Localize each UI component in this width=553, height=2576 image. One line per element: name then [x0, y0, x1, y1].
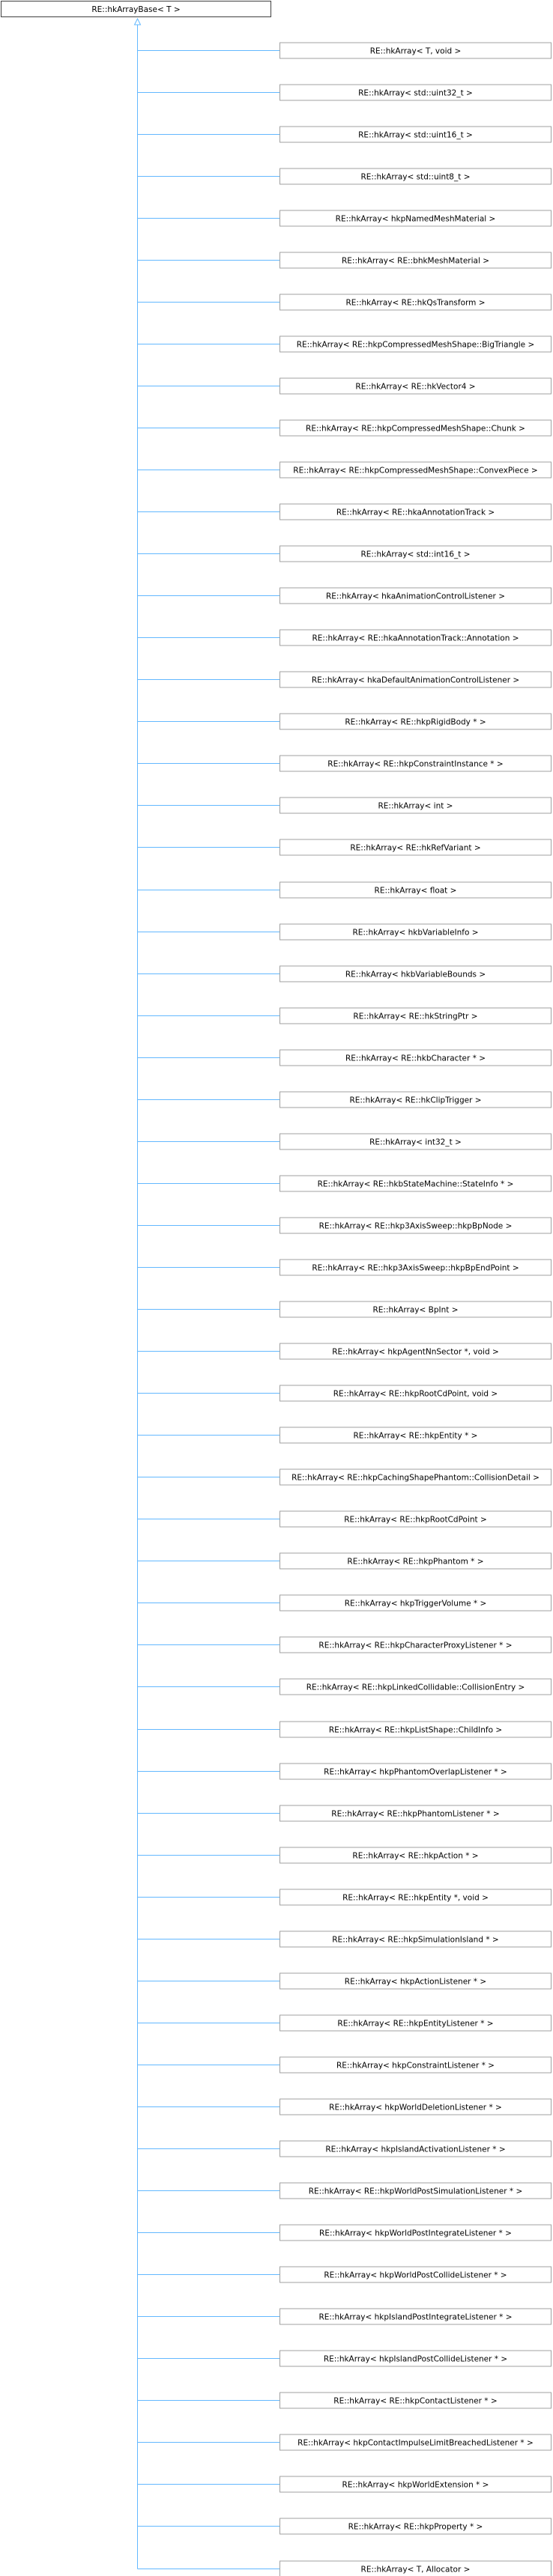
derived-class-node[interactable] [280, 966, 552, 982]
derived-class-label: RE::hkArray< hkpActionListener * > [344, 1977, 487, 1987]
derived-class-node[interactable] [280, 546, 552, 562]
derived-class-label: RE::hkArray< hkpTriggerVolume * > [344, 1599, 487, 1609]
derived-class-node[interactable] [280, 1092, 552, 1108]
derived-class-label: RE::hkArray< RE::hkClipTrigger > [349, 1096, 482, 1105]
derived-class-node[interactable] [280, 1218, 552, 1233]
derived-class-label: RE::hkArray< std::uint16_t > [358, 130, 473, 140]
derived-class-label: RE::hkArray< RE::hkpCharacterProxyListener * > [318, 1641, 513, 1650]
derived-class-label: RE::hkArray< RE::hkpListShape::ChildInfo > [328, 1725, 503, 1735]
derived-class-node[interactable] [280, 2141, 552, 2157]
derived-class-label: RE::hkArray< RE::hkpAction * > [352, 1851, 479, 1861]
derived-class-label: RE::hkArray< RE::hkpRootCdPoint > [344, 1515, 487, 1525]
derived-class-node[interactable] [280, 127, 552, 142]
derived-class-label: RE::hkArray< RE::hkpCompressedMeshShape::ConvexPiece > [293, 466, 538, 476]
derived-class-node[interactable] [280, 2099, 552, 2115]
derived-class-label: RE::hkArray< int32_t > [369, 1137, 462, 1147]
derived-class-node[interactable] [280, 1385, 552, 1401]
derived-class-label: RE::hkArray< RE::hkpContactListener * > [333, 2396, 498, 2406]
derived-class-label: RE::hkArray< hkpPhantomOverlapListener * > [324, 1767, 507, 1777]
derived-class-node[interactable] [280, 1931, 552, 1947]
derived-class-node[interactable] [280, 462, 552, 478]
derived-class-label: RE::hkArray< T, Allocator > [360, 2565, 471, 2575]
derived-class-label: RE::hkArray< RE::hkpPhantomListener * > [331, 1809, 500, 1819]
derived-class-node[interactable] [280, 1469, 552, 1485]
derived-class-label: RE::hkArray< RE::hkpEntityListener * > [337, 2019, 494, 2029]
derived-class-label: RE::hkArray< hkpIslandPostCollideListener * > [323, 2354, 508, 2364]
derived-class-label: RE::hkArray< RE::bhkMeshMaterial > [342, 256, 489, 266]
derived-class-label: RE::hkArray< hkpAgentNnSector *, void > [332, 1347, 499, 1357]
derived-class-node[interactable] [280, 1637, 552, 1653]
derived-class-label: RE::hkArray< hkpNamedMeshMaterial > [335, 214, 496, 224]
derived-class-node[interactable] [280, 2351, 552, 2366]
derived-class-label: RE::hkArray< BpInt > [372, 1305, 459, 1315]
derived-class-label: RE::hkArray< hkpWorldDeletionListener * > [329, 2103, 502, 2112]
derived-class-label: RE::hkArray< hkpWorldPostCollideListener * > [324, 2270, 507, 2280]
derived-class-label: RE::hkArray< RE::hkpConstraintInstance * > [327, 759, 504, 769]
inheritance-edges [135, 19, 280, 2569]
derived-class-label: RE::hkArray< RE::hkpCompressedMeshShape::BigTriangle > [296, 340, 535, 350]
derived-class-label: RE::hkArray< RE::hkpPhantom * > [347, 1557, 484, 1567]
derived-class-label: RE::hkArray< RE::hkbStateMachine::StateInfo * > [317, 1179, 514, 1189]
derived-class-label: RE::hkArray< int > [378, 801, 453, 811]
derived-class-node[interactable] [280, 714, 552, 729]
derived-class-node[interactable] [280, 588, 552, 604]
derived-class-label: RE::hkArray< RE::hkStringPtr > [353, 1012, 478, 1021]
derived-class-node[interactable] [280, 294, 552, 310]
derived-class-node[interactable] [280, 630, 552, 645]
derived-class-node[interactable] [280, 1511, 552, 1527]
derived-class-node[interactable] [280, 1050, 552, 1066]
derived-class-label: RE::hkArray< hkbVariableBounds > [345, 970, 486, 979]
derived-class-node[interactable] [280, 2057, 552, 2073]
derived-class-node[interactable] [280, 336, 552, 352]
derived-class-node[interactable] [280, 798, 552, 813]
derived-class-label: RE::hkArray< RE::hkpWorldPostSimulationListener * > [308, 2187, 523, 2196]
derived-class-node[interactable] [280, 1805, 552, 1821]
derived-class-node[interactable] [280, 672, 552, 687]
derived-class-node[interactable] [280, 1176, 552, 1191]
derived-class-node[interactable] [280, 2309, 552, 2324]
derived-class-node[interactable] [280, 210, 552, 226]
derived-class-node[interactable] [280, 1595, 552, 1611]
derived-class-label: RE::hkArray< RE::hkp3AxisSweep::hkpBpNode > [318, 1221, 513, 1231]
derived-class-label: RE::hkArray< RE::hkaAnnotationTrack::Annotation > [312, 634, 519, 643]
derived-class-node[interactable] [280, 839, 552, 855]
derived-class-label: RE::hkArray< RE::hkpRigidBody * > [345, 717, 486, 727]
derived-class-label: RE::hkArray< RE::hkpLinkedCollidable::CollisionEntry > [306, 1683, 525, 1692]
derived-class-node[interactable] [280, 2476, 552, 2492]
derived-class-node[interactable] [280, 2518, 552, 2534]
derived-class-node[interactable] [280, 2183, 552, 2199]
derived-class-node[interactable] [280, 1008, 552, 1024]
derived-class-label: RE::hkArray< RE::hkpSimulationIsland * > [332, 1935, 499, 1945]
base-class-label: RE::hkArrayBase< T > [91, 5, 181, 14]
derived-class-node[interactable] [280, 756, 552, 771]
derived-class-node[interactable] [280, 1764, 552, 1779]
derived-class-label: RE::hkArray< std::uint8_t > [360, 172, 471, 182]
derived-class-nodes [280, 43, 552, 2576]
derived-class-node[interactable] [280, 1427, 552, 1443]
derived-class-node[interactable] [280, 85, 552, 100]
derived-class-label: RE::hkArray< hkpIslandPostIntegrateListener * > [318, 2312, 513, 2322]
derived-class-node[interactable] [280, 1301, 552, 1317]
derived-class-node[interactable] [280, 1260, 552, 1275]
derived-class-node[interactable] [280, 1553, 552, 1569]
derived-class-node[interactable] [280, 168, 552, 184]
derived-class-label: RE::hkArray< hkpConstraintListener * > [336, 2061, 495, 2071]
derived-class-label: RE::hkArray< hkbVariableInfo > [352, 928, 479, 938]
derived-class-node[interactable] [280, 1679, 552, 1695]
derived-class-label: RE::hkArray< hkpContactImpulseLimitBreachedListener * > [297, 2438, 534, 2448]
derived-class-node[interactable] [280, 378, 552, 394]
derived-class-label: RE::hkArray< RE::hkpCompressedMeshShape::Chunk > [306, 424, 525, 434]
derived-class-node[interactable] [280, 2267, 552, 2282]
derived-class-label: RE::hkArray< hkpIslandActivationListener * > [325, 2145, 506, 2154]
derived-class-node[interactable] [280, 2393, 552, 2408]
base-class-node[interactable] [1, 1, 271, 17]
derived-class-node[interactable] [280, 2561, 552, 2576]
derived-class-label: RE::hkArray< RE::hkaAnnotationTrack > [336, 508, 495, 517]
derived-class-label: RE::hkArray< RE::hkpCachingShapePhantom::CollisionDetail > [291, 1473, 540, 1483]
derived-class-label: RE::hkArray< hkpWorldPostIntegrateListener * > [319, 2229, 512, 2238]
derived-class-label: RE::hkArray< hkpWorldExtension * > [342, 2480, 489, 2490]
derived-class-label: RE::hkArray< std::uint32_t > [358, 88, 473, 98]
derived-class-node[interactable] [280, 43, 552, 58]
derived-class-label: RE::hkArray< RE::hkpEntity *, void > [342, 1893, 489, 1903]
derived-class-label: RE::hkArray< float > [374, 886, 457, 896]
derived-class-label: RE::hkArray< hkaDefaultAnimationControlListener > [311, 675, 520, 685]
derived-class-node[interactable] [280, 1134, 552, 1149]
derived-class-node[interactable] [280, 1847, 552, 1863]
derived-class-node[interactable] [280, 504, 552, 520]
derived-class-label: RE::hkArray< RE::hkpEntity * > [353, 1431, 478, 1441]
derived-class-node[interactable] [280, 1343, 552, 1359]
derived-class-node[interactable] [280, 924, 552, 940]
derived-class-label: RE::hkArray< T, void > [369, 46, 462, 56]
derived-class-node[interactable] [280, 1973, 552, 1989]
derived-class-label: RE::hkArray< RE::hkVector4 > [355, 382, 476, 392]
derived-class-label: RE::hkArray< RE::hkpProperty * > [348, 2522, 483, 2532]
derived-class-label: RE::hkArray< std::int16_t > [360, 550, 471, 559]
derived-class-node[interactable] [280, 2225, 552, 2241]
derived-class-node[interactable] [280, 882, 552, 898]
derived-class-node[interactable] [280, 1722, 552, 1737]
derived-class-label: RE::hkArray< hkaAnimationControlListener > [325, 592, 506, 601]
derived-class-node[interactable] [280, 2434, 552, 2450]
derived-class-label: RE::hkArray< RE::hkRefVariant > [350, 843, 481, 853]
derived-class-label: RE::hkArray< RE::hkQsTransform > [345, 298, 486, 308]
derived-class-node[interactable] [280, 1889, 552, 1905]
derived-class-node[interactable] [280, 420, 552, 436]
derived-class-node[interactable] [280, 2015, 552, 2031]
derived-class-label: RE::hkArray< RE::hkpRootCdPoint, void > [333, 1389, 498, 1399]
derived-class-label: RE::hkArray< RE::hkbCharacter * > [345, 1054, 486, 1063]
derived-class-node[interactable] [280, 252, 552, 268]
derived-class-label: RE::hkArray< RE::hkp3AxisSweep::hkpBpEndPoint > [312, 1263, 519, 1273]
inheritance-arrowhead [135, 19, 141, 25]
